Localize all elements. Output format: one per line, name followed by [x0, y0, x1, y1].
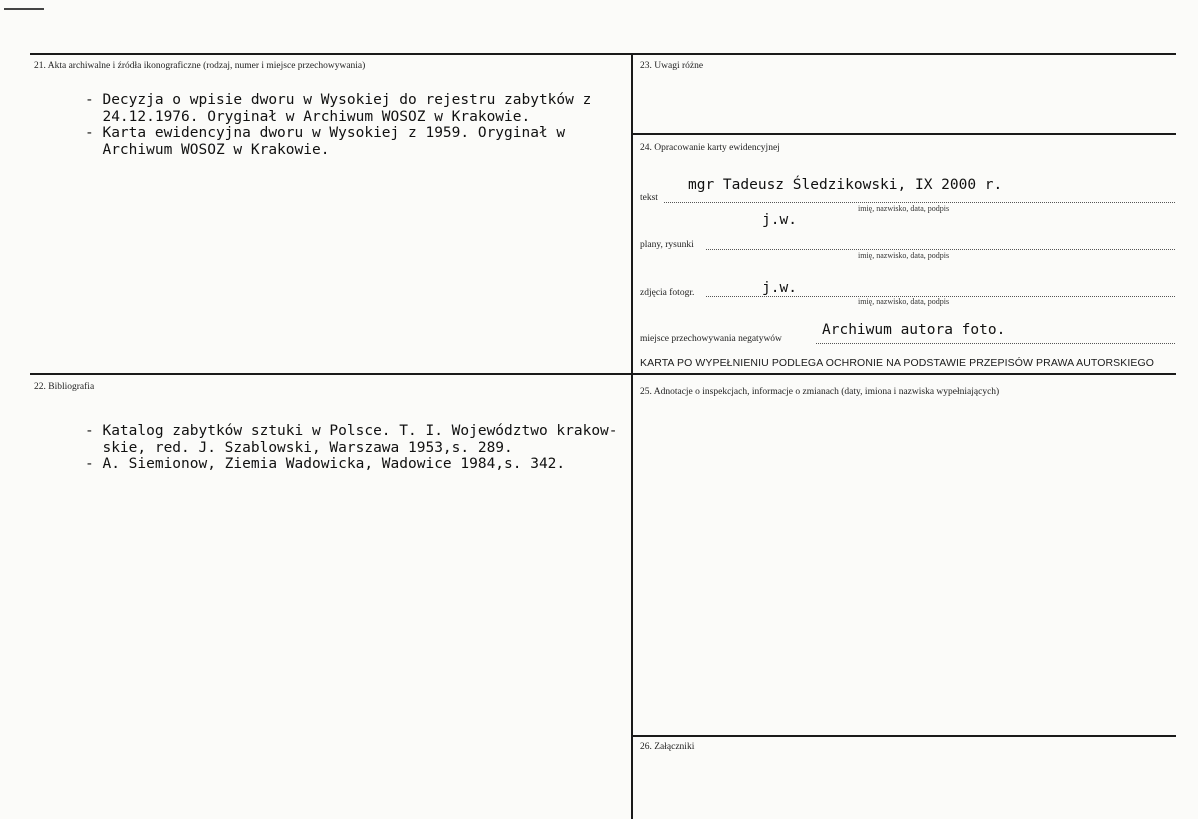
middle-rule — [30, 373, 1176, 375]
section-22-line: - A. Siemionow, Ziemia Wadowicka, Wadowice 1984,s. 342. — [85, 456, 566, 472]
top-rule — [30, 53, 1176, 55]
tekst-dotted-line — [664, 202, 1175, 203]
zdjecia-label: zdjęcia fotogr. — [640, 288, 695, 298]
section-21-line: 24.12.1976. Oryginał w Archiwum WOSOZ w Krakowie. — [85, 108, 531, 125]
section-22-label: 22. Bibliografia — [34, 382, 95, 392]
section-25-label: 25. Adnotacje o inspekcjach, informacje o zmianach (daty, imiona i nazwiska wypełniających) — [640, 387, 1000, 397]
zdjecia-hint: imię, nazwisko, data, podpis — [858, 297, 950, 306]
rule-23-24 — [632, 133, 1176, 135]
miejsce-label: miejsce przechowywania negatywów — [640, 334, 782, 344]
section-21-line: Archiwum WOSOZ w Krakowie. — [85, 141, 330, 158]
rule-25-26 — [632, 735, 1176, 737]
section-24-label: 24. Opracowanie karty ewidencyjnej — [640, 143, 780, 153]
section-21-label: 21. Akta archiwalne i źródła ikonograficzne (rodzaj, numer i miejsce przechowywania) — [34, 61, 366, 71]
tekst-label: tekst — [640, 193, 658, 203]
plany-hint: imię, nazwisko, data, podpis — [858, 251, 950, 260]
section-22-line: skie, red. J. Szablowski, Warszawa 1953,s. 289. — [85, 439, 513, 456]
section-23-label: 23. Uwagi różne — [640, 61, 704, 71]
tekst-hint: imię, nazwisko, data, podpis — [858, 204, 950, 213]
section-22-line: - Katalog zabytków sztuki w Polsce. T. I. Województwo krakow- — [85, 423, 618, 439]
section-26-label: 26. Załączniki — [640, 742, 695, 752]
section-22-content — [85, 423, 618, 473]
tekst-value: mgr Tadeusz Śledzikowski, IX 2000 r. — [688, 177, 1003, 193]
section-21-line: - Decyzja o wpisie dworu w Wysokiej do rejestru zabytków z — [85, 92, 592, 108]
section-21-content — [85, 92, 591, 158]
plany-value: j.w. — [762, 212, 797, 228]
copyright-notice: KARTA PO WYPEŁNIENIU PODLEGA OCHRONIE NA PODSTAWIE PRZEPISÓW PRAWA AUTORSKIEGO — [640, 357, 1155, 369]
zdjecia-value: j.w. — [762, 280, 797, 296]
miejsce-value: Archiwum autora foto. — [822, 322, 1006, 338]
section-21-line: - Karta ewidencyjna dworu w Wysokiej z 1959. Oryginał w — [85, 125, 566, 141]
plany-dotted-line — [706, 249, 1175, 250]
center-divider — [631, 53, 633, 819]
miejsce-dotted-line — [816, 343, 1175, 344]
plany-label: plany, rysunki — [640, 240, 694, 250]
corner-mark — [4, 8, 44, 10]
